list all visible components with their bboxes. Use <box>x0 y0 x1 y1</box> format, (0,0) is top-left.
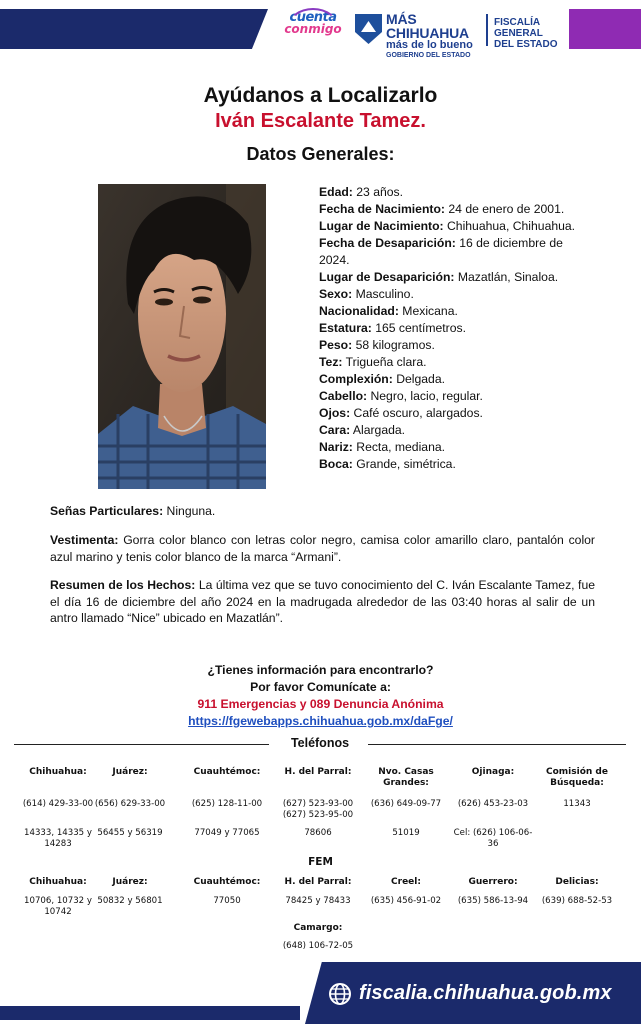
details-list <box>319 184 589 473</box>
phone-header: Nvo. Casas Grandes: <box>378 767 434 788</box>
vestimenta: Vestimenta: Gorra color blanco con letras color negro, camisa color amarillo claro, pantalón color azul marino y tenis color blanco de la marca “Armani”. <box>50 533 595 564</box>
phone-header: H. del Parral: <box>284 767 352 777</box>
detail-edad: Edad: 23 años. <box>319 185 404 199</box>
footer <box>0 962 641 1024</box>
detail-cara: Cara: Alargada. <box>319 423 406 437</box>
phone-header: Comisión de Búsqueda: <box>546 767 608 788</box>
footer-stripe <box>0 1006 300 1020</box>
fem-header: Delicias: <box>555 877 599 887</box>
detail-lugar-desaparicion: Lugar de Desaparición: Mazatlán, Sinaloa. <box>319 270 559 284</box>
phone-header: Juárez: <box>112 767 148 777</box>
fem-number: (639) 688-52-53 <box>541 896 613 906</box>
detail-nacionalidad: Nacionalidad: Mexicana. <box>319 304 458 318</box>
page-title: Ayúdanos a Localizarlo <box>203 84 438 107</box>
phone-header: Ojinaga: <box>471 767 515 777</box>
detail-estatura: Estatura: 165 centímetros. <box>319 321 466 335</box>
phone-header: Chihuahua: <box>29 767 87 777</box>
emergency-numbers: 911 Emergencias y 089 Denuncia Anónima <box>197 697 444 711</box>
fem-header: Juárez: <box>112 877 148 887</box>
logo-divider <box>486 14 488 46</box>
section-title: Datos Generales: <box>246 144 395 164</box>
phones-header: Teléfonos <box>14 736 626 752</box>
detail-boca: Boca: Grande, simétrica. <box>319 457 456 471</box>
fem-header: Chihuahua: <box>29 877 87 887</box>
detail-tez: Tez: Trigueña clara. <box>319 355 427 369</box>
phone-header: Cuauhtémoc: <box>193 767 261 777</box>
fem-title: FEM <box>308 856 333 868</box>
person-name: Iván Escalante Tamez. <box>215 110 426 132</box>
gobierno-logo: MÁS CHIHUAHUA más de lo bueno GOBIERNO DEL ESTADO <box>386 11 473 59</box>
phone-number: (636) 649-09-77 <box>370 799 442 809</box>
cuenta-conmigo-logo: cuenta conmigo <box>283 10 343 50</box>
header-purple-stripe <box>569 9 641 49</box>
detail-ojos: Ojos: Café oscuro, alargados. <box>319 406 483 420</box>
senas-particulares: Señas Particulares: Ninguna. <box>50 504 216 518</box>
contact-call: Por favor Comunícate a: <box>250 680 391 694</box>
report-link[interactable]: https://fgewebapps.chihuahua.gob.mx/daFge/ <box>188 714 453 728</box>
detail-nariz: Nariz: Recta, mediana. <box>319 440 446 454</box>
fem-number: 10706, 10732 y 10742 <box>24 896 92 917</box>
fem-camargo-number: (648) 106-72-05 <box>282 941 354 951</box>
header-banner <box>0 0 641 59</box>
globe-icon <box>328 982 352 1006</box>
phone-extension: 78606 <box>304 828 332 838</box>
fem-number: 78425 y 78433 <box>285 896 351 906</box>
fiscalia-logo: FISCALÍA GENERAL DEL ESTADO <box>494 17 558 50</box>
phone-number: (656) 629-33-00 <box>94 799 166 809</box>
fem-header: Cuauhtémoc: <box>193 877 261 887</box>
detail-lugar-nacimiento: Lugar de Nacimiento: Chihuahua, Chihuahua. <box>319 219 576 233</box>
fem-camargo-header: Camargo: <box>293 923 343 933</box>
fem-header: Creel: <box>391 877 421 887</box>
phone-number: (626) 453-23-03 <box>457 799 529 809</box>
phone-number: (625) 128-11-00 <box>191 799 263 809</box>
phone-number: (614) 429-33-00 <box>22 799 94 809</box>
fem-header: Guerrero: <box>468 877 518 887</box>
detail-cabello: Cabello: Negro, lacio, regular. <box>319 389 483 403</box>
fem-number: 77050 <box>213 896 241 906</box>
phone-extension: 56455 y 56319 <box>97 828 163 838</box>
phone-extension: 51019 <box>392 828 420 838</box>
phone-extension: 77049 y 77065 <box>194 828 260 838</box>
phone-number: (627) 523-93-00 (627) 523-95-00 <box>282 799 354 820</box>
fem-number: (635) 586-13-94 <box>457 896 529 906</box>
missing-person-photo <box>98 184 266 489</box>
footer-url[interactable]: fiscalia.chihuahua.gob.mx <box>359 982 612 1004</box>
contact-question: ¿Tienes información para encontrarlo? <box>207 663 434 677</box>
detail-sexo: Sexo: Masculino. <box>319 287 414 301</box>
fem-number: 50832 y 56801 <box>97 896 163 906</box>
phone-extension: Cel: (626) 106-06-36 <box>453 828 533 849</box>
detail-peso: Peso: 58 kilogramos. <box>319 338 435 352</box>
fem-header: H. del Parral: <box>284 877 352 887</box>
detail-fecha-desaparicion: Fecha de Desaparición: 16 de diciembre de 2024. <box>319 236 563 267</box>
resumen-hechos: Resumen de los Hechos: La última vez que se tuvo conocimiento del C. Iván Escalante Tamez, fue el día 16 de diciembre del año 2024 en la madrugada alrededor de las 03:40 horas al salir de un antro llamado “Nice” ubicado en Mazatlán”. <box>50 578 596 625</box>
detail-complexion: Complexión: Delgada. <box>319 372 445 386</box>
phone-number: 11343 <box>563 799 591 809</box>
header-navy-stripe <box>0 9 268 49</box>
fem-number: (635) 456-91-02 <box>370 896 442 906</box>
phone-extension: 14333, 14335 y 14283 <box>24 828 92 849</box>
chihuahua-shield-icon <box>355 14 382 44</box>
detail-fecha-nacimiento: Fecha de Nacimiento: 24 de enero de 2001. <box>319 202 565 216</box>
